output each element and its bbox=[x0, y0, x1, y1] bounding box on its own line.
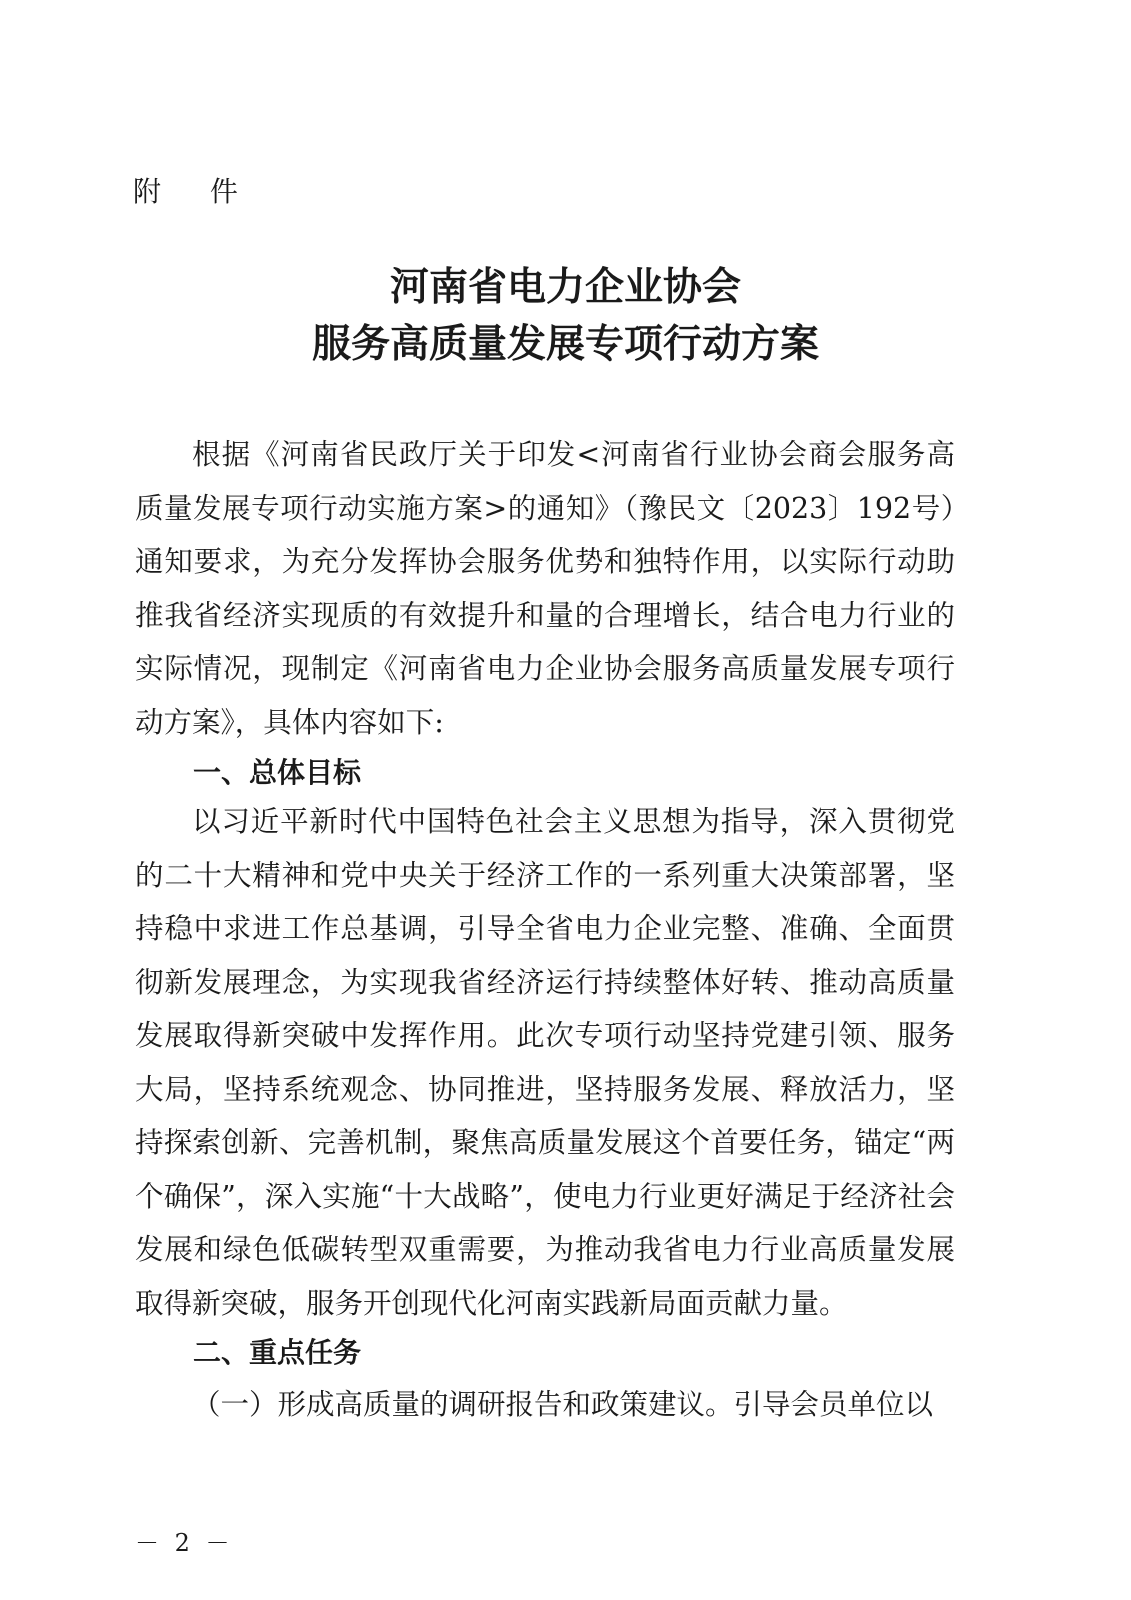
document-title-line2: 服务高质量发展专项行动方案 bbox=[311, 321, 819, 367]
section-heading-overall-goal: 一、总体目标 bbox=[193, 756, 362, 789]
attachment-label: 附 件 bbox=[133, 175, 258, 208]
intro-paragraph: 根据《河南省民政厅关于印发<河南省行业协会商会服务高质量发展专项行动实施方案>的通知》（豫民文〔2023〕192号）通知要求，为充分发挥协会服务优势和独特作用，以实际行动助推我省经济实现质的有效提升和量的合理增长，结合电力行业的实际情况，现制定《河南省电力企业协会服务高质量发展专项行动方案》，具体内容如下: bbox=[135, 438, 955, 739]
goal-paragraph: 以习近平新时代中国特色社会主义思想为指导，深入贯彻党的二十大精神和党中央关于经济工作的一系列重大决策部署，坚持稳中求进工作总基调，引导全省电力企业完整、准确、全面贯彻新发展理念，为实现我省经济运行持续整体好转、推动高质量发展取得新突破中发挥作用。此次专项行动坚持党建引领、服务大局，坚持系统观念、协同推进，坚持服务发展、释放活力，坚持探索创新、完善机制，聚焦高质量发展这个首要任务，锚定“两个确保”，深入实施“十大战略”，使电力行业更好满足于经济社会发展和绿色低碳转型双重需要，为推动我省电力行业高质量发展取得新突破，服务开创现代化河南实践新局面贡献力量。 bbox=[135, 805, 955, 1320]
task-paragraph: （一）形成高质量的调研报告和政策建议。引导会员单位以 bbox=[192, 1388, 934, 1421]
document-title-line1: 河南省电力企业协会 bbox=[389, 264, 741, 310]
section-heading-key-tasks: 二、重点任务 bbox=[193, 1336, 362, 1369]
page-number: － 2 － bbox=[135, 1529, 234, 1557]
